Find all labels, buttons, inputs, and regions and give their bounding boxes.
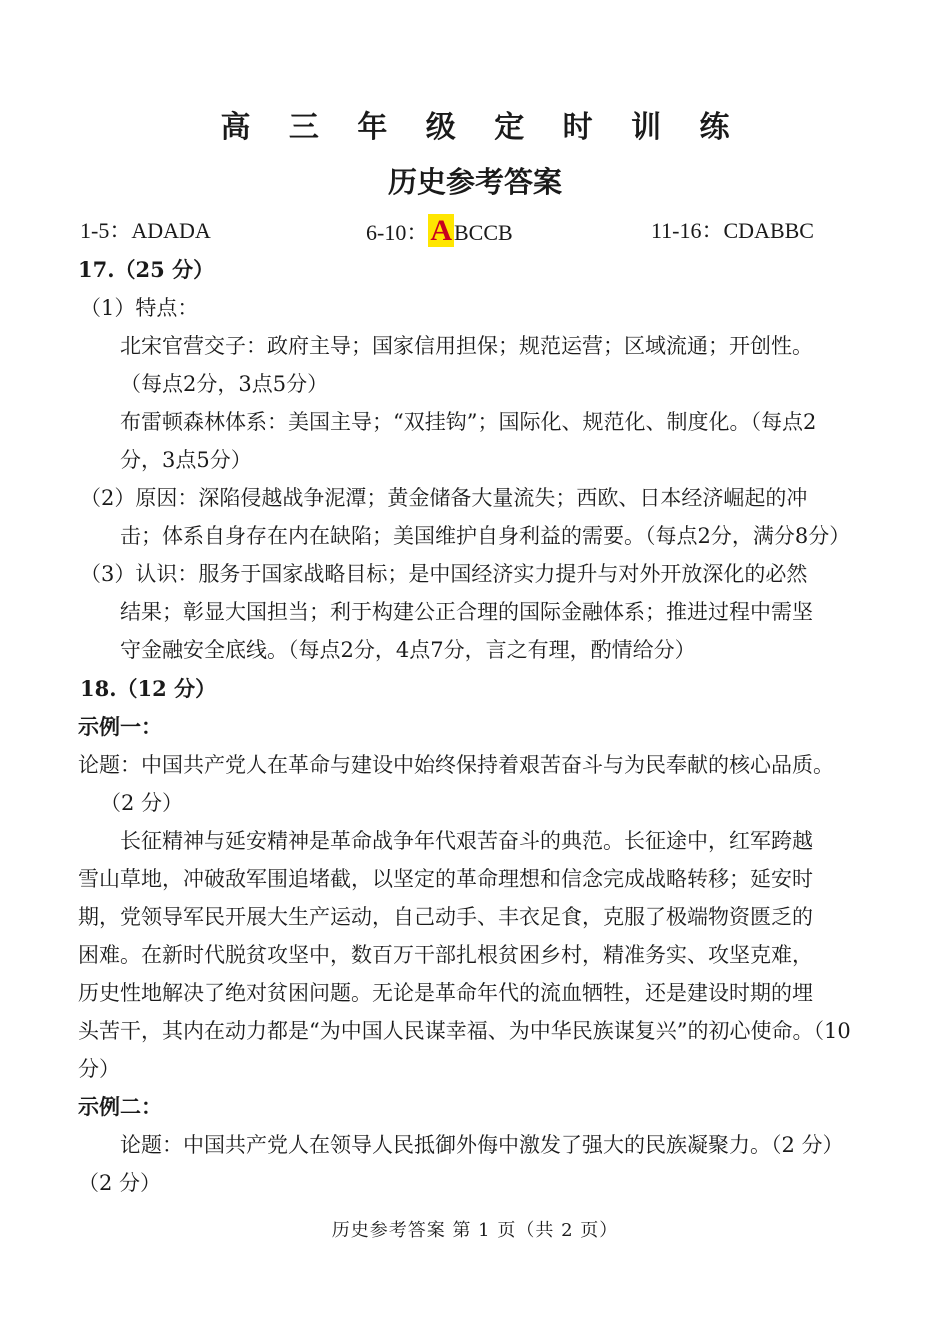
- answers-group-2: [366, 216, 513, 248]
- q18-example1-body-line: 历史性地解决了绝对贫困问题。无论是革命年代的流血牺牲，还是建设时期的埋: [78, 981, 813, 1005]
- answers-group-2-label: 6-10：: [366, 220, 429, 245]
- q18-example1-body-line: 头苦干，其内在动力都是“为中国人民谋幸福、为中华民族谋复兴”的初心使命。（10: [78, 1019, 851, 1043]
- q17-part2-line1: （2）原因：深陷侵越战争泥潭；黄金储备大量流失；西欧、日本经济崛起的冲: [80, 486, 808, 510]
- q17-part2-line2: 击；体系自身存在内在缺陷；美国维护自身利益的需要。（每点2分，满分8分）: [120, 524, 851, 548]
- q18-example1-thesis-score: （2 分）: [100, 791, 184, 815]
- q17-part3-line2: 结果；彰显大国担当；利于构建公正合理的国际金融体系；推进过程中需坚: [120, 600, 813, 624]
- q18-heading: 18.（12 分）: [80, 676, 217, 701]
- q17-heading: 17.（25 分）: [78, 257, 215, 282]
- q18-example2-thesis: 论题：中国共产党人在领导人民抵御外侮中激发了强大的民族凝聚力。（2 分）: [120, 1133, 844, 1157]
- q18-example1-body-line: 困难。在新时代脱贫攻坚中，数百万干部扎根贫困乡村，精准务实、攻坚克难，: [78, 943, 813, 967]
- answers-group-3: 11-16：CDABBC: [651, 218, 814, 243]
- q17-part1-b-score: 分，3点5分）: [120, 448, 252, 472]
- q17-part3-line1: （3）认识：服务于国家战略目标；是中国经济实力提升与对外开放深化的必然: [80, 562, 808, 586]
- q17-part1-a-score: （每点2分，3点5分）: [120, 372, 329, 396]
- q18-example1-body-line: 期，党领导军民开展大生产运动，自己动手、丰衣足食，克服了极端物资匮乏的: [78, 905, 813, 929]
- highlighted-answer: A: [430, 214, 452, 247]
- answers-group-1: 1-5：ADADA: [80, 218, 211, 243]
- q18-example1-thesis: 论题：中国共产党人在革命与建设中始终保持着艰苦奋斗与为民奉献的核心品质。: [78, 753, 834, 777]
- q17-part1-label: （1）特点：: [80, 296, 199, 320]
- q17-part1-a: 北宋官营交子：政府主导；国家信用担保；规范运营；区域流通；开创性。: [120, 334, 813, 358]
- page-footer: 历史参考答案 第 1 页（共 2 页）: [331, 1220, 619, 1241]
- q18-example1-body-line: 分）: [78, 1057, 120, 1081]
- page-subtitle: 历史参考答案: [387, 165, 562, 199]
- q18-example1-label: 示例一：: [78, 714, 162, 739]
- q17-part1-b: 布雷顿森林体系：美国主导；“双挂钩”；国际化、规范化、制度化。（每点2: [120, 410, 817, 434]
- q18-example1-body-line: 雪山草地，冲破敌军围追堵截，以坚定的革命理想和信念完成战略转移；延安时: [78, 867, 813, 891]
- answers-group-2-rest: BCCB: [454, 220, 513, 245]
- page-title: 高 三 年 级 定 时 训 练: [220, 110, 744, 145]
- q18-example2-score: （2 分）: [78, 1171, 162, 1195]
- q18-example1-body-line: 长征精神与延安精神是革命战争年代艰苦奋斗的典范。长征途中，红军跨越: [120, 829, 813, 853]
- q18-example2-label: 示例二：: [78, 1094, 162, 1119]
- q17-part3-line3: 守金融安全底线。（每点2分，4点7分，言之有理，酌情给分）: [120, 638, 696, 662]
